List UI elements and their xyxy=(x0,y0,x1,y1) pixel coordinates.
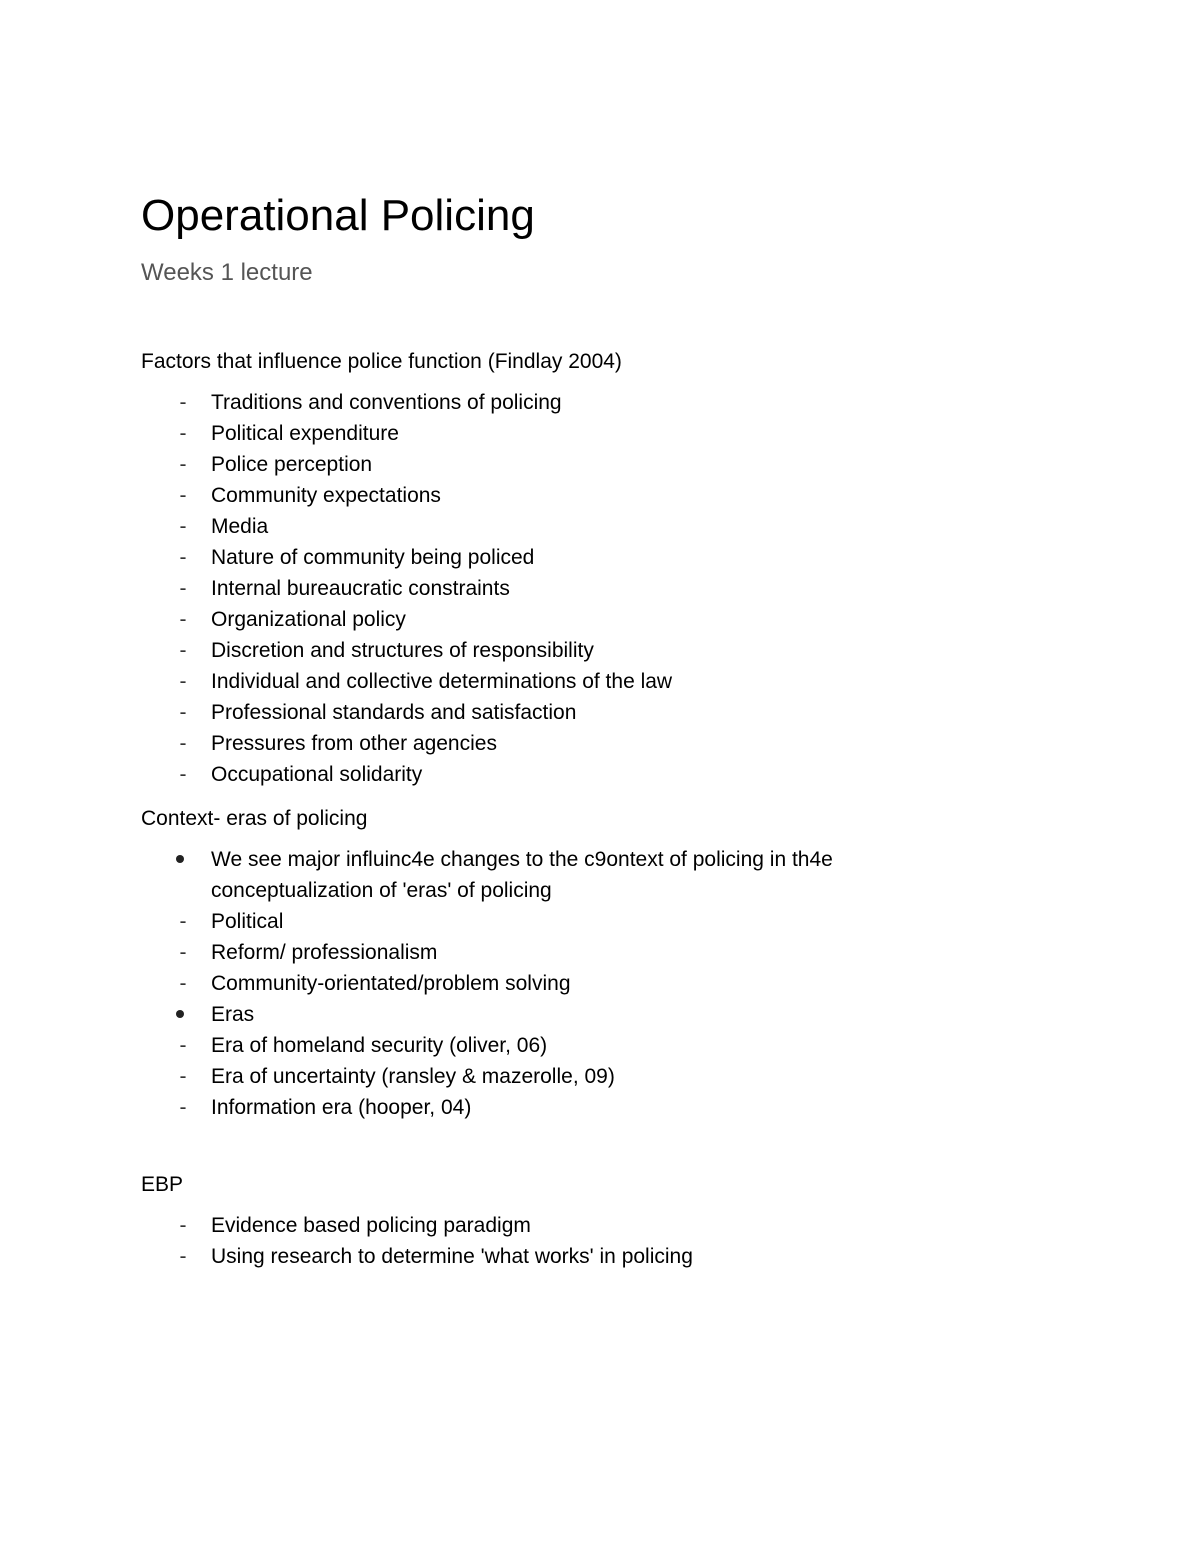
section-eras xyxy=(141,803,1101,1123)
list-item xyxy=(141,449,931,480)
dash-marker: - xyxy=(179,910,187,933)
section-list xyxy=(141,387,1101,790)
list-item xyxy=(141,1061,931,1092)
list-item xyxy=(141,759,931,790)
list-item-text: Era of homeland security (oliver, 06) xyxy=(211,1034,548,1057)
list-item-text: Individual and collective determinations of the law xyxy=(211,670,673,693)
list-item xyxy=(141,1030,931,1061)
list-item-text: Police perception xyxy=(211,453,373,476)
dash-marker: - xyxy=(179,484,187,507)
dash-marker: - xyxy=(179,1065,187,1088)
dash-marker: - xyxy=(179,608,187,631)
dash-marker: - xyxy=(179,1214,187,1237)
dash-marker: - xyxy=(179,1034,187,1057)
dash-marker: - xyxy=(179,546,187,569)
list-item-text: Pressures from other agencies xyxy=(211,732,497,755)
list-item xyxy=(141,387,931,418)
dash-marker: - xyxy=(179,1245,187,1268)
list-item-text: Reform/ professionalism xyxy=(211,941,438,964)
list-item-text: We see major influinc4e changes to the c9ontext of policing in th4e conceptualization of 'eras' of policing xyxy=(211,848,833,902)
list-item-text: Traditions and conventions of policing xyxy=(211,391,562,414)
section-ebp xyxy=(141,1169,1101,1272)
list-item xyxy=(141,511,931,542)
list-item xyxy=(141,906,931,937)
list-item-text: Internal bureaucratic constraints xyxy=(211,577,510,600)
dash-marker: - xyxy=(179,972,187,995)
bullet-icon xyxy=(176,1010,184,1018)
list-item xyxy=(141,968,931,999)
list-item xyxy=(141,418,931,449)
list-item xyxy=(141,1092,931,1123)
list-item-text: Eras xyxy=(211,1003,255,1026)
list-item xyxy=(141,573,931,604)
dash-marker: - xyxy=(179,763,187,786)
list-item xyxy=(141,844,931,906)
list-item xyxy=(141,635,931,666)
dash-marker: - xyxy=(179,453,187,476)
dash-marker: - xyxy=(179,639,187,662)
list-item xyxy=(141,1241,931,1272)
list-item-text: Information era (hooper, 04) xyxy=(211,1096,472,1119)
list-item xyxy=(141,937,931,968)
list-item-text: Media xyxy=(211,515,269,538)
list-item-text: Political xyxy=(211,910,284,933)
dash-marker: - xyxy=(179,391,187,414)
dash-marker: - xyxy=(179,701,187,724)
list-item xyxy=(141,542,931,573)
dash-marker: - xyxy=(179,670,187,693)
list-item xyxy=(141,999,931,1030)
list-item xyxy=(141,604,931,635)
dash-marker: - xyxy=(179,422,187,445)
document-title: Operational Policing xyxy=(141,191,535,240)
list-item-text: Political expenditure xyxy=(211,422,399,445)
list-item xyxy=(141,697,931,728)
list-item xyxy=(141,728,931,759)
list-item-text: Occupational solidarity xyxy=(211,763,423,786)
section-list xyxy=(141,1210,1101,1272)
list-item-text: Era of uncertainty (ransley & mazerolle, 09) xyxy=(211,1065,615,1088)
dash-marker: - xyxy=(179,515,187,538)
document-subtitle: Weeks 1 lecture xyxy=(141,259,313,286)
list-item xyxy=(141,480,931,511)
section-heading: Factors that influence police function (Findlay 2004) xyxy=(141,350,622,373)
list-item-text: Nature of community being policed xyxy=(211,546,535,569)
dash-marker: - xyxy=(179,732,187,755)
section-list xyxy=(141,844,1101,1123)
list-item-text: Community-orientated/problem solving xyxy=(211,972,571,995)
list-item-text: Using research to determine 'what works' in policing xyxy=(211,1245,693,1268)
list-item-text: Discretion and structures of responsibility xyxy=(211,639,594,662)
dash-marker: - xyxy=(179,941,187,964)
section-factors xyxy=(141,346,1101,790)
list-item-text: Organizational policy xyxy=(211,608,406,631)
section-heading: Context- eras of policing xyxy=(141,807,368,830)
list-item-text: Evidence based policing paradigm xyxy=(211,1214,531,1237)
list-item-text: Professional standards and satisfaction xyxy=(211,701,577,724)
dash-marker: - xyxy=(179,577,187,600)
list-item xyxy=(141,1210,931,1241)
section-heading: EBP xyxy=(141,1173,184,1196)
bullet-icon xyxy=(176,855,184,863)
list-item-text: Community expectations xyxy=(211,484,441,507)
dash-marker: - xyxy=(179,1096,187,1119)
list-item xyxy=(141,666,931,697)
